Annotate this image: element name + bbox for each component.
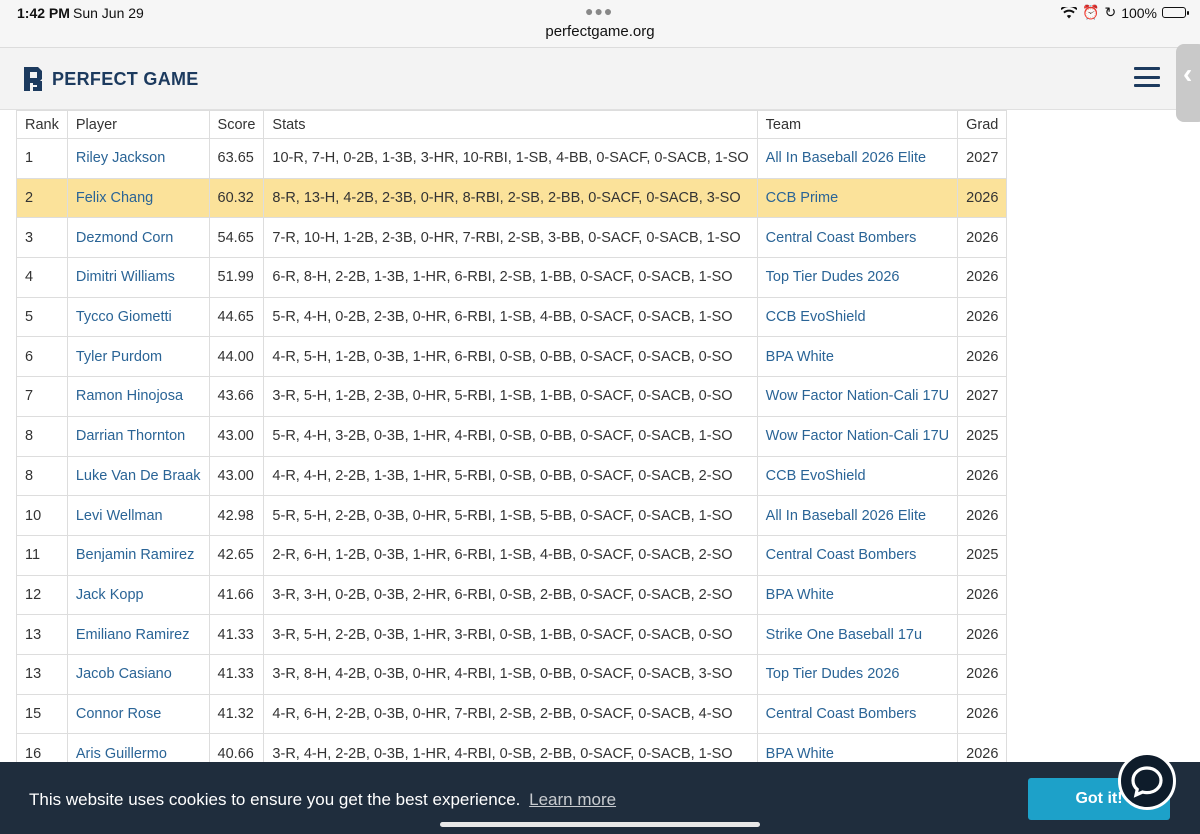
- player-link[interactable]: Jack Kopp: [67, 575, 209, 615]
- cell-rank: 13: [17, 615, 68, 655]
- cell-rank: 13: [17, 654, 68, 694]
- cell-rank: 1: [17, 139, 68, 179]
- team-link[interactable]: Wow Factor Nation-Cali 17U: [757, 377, 957, 417]
- player-link[interactable]: Connor Rose: [67, 694, 209, 734]
- cell-grad: 2026: [958, 496, 1007, 536]
- team-link[interactable]: BPA White: [757, 734, 957, 774]
- col-header-grad: Grad: [958, 111, 1007, 139]
- status-indicators: [1061, 4, 1186, 21]
- cell-grad: 2027: [958, 139, 1007, 179]
- cell-grad: 2026: [958, 456, 1007, 496]
- cell-stats: 10-R, 7-H, 0-2B, 1-3B, 3-HR, 10-RBI, 1-SB, 4-BB, 0-SACF, 0-SACB, 1-SO: [264, 139, 757, 179]
- team-link[interactable]: Central Coast Bombers: [757, 535, 957, 575]
- cell-score: 44.00: [209, 337, 264, 377]
- table-row: [17, 258, 1007, 298]
- leaderboard-table: [16, 110, 1007, 774]
- cell-stats: 3-R, 8-H, 4-2B, 0-3B, 0-HR, 4-RBI, 1-SB, 0-BB, 0-SACF, 0-SACB, 3-SO: [264, 654, 757, 694]
- cell-rank: 4: [17, 258, 68, 298]
- team-link[interactable]: All In Baseball 2026 Elite: [757, 496, 957, 536]
- col-header-score: Score: [209, 111, 264, 139]
- alarm-icon: ⏰: [1082, 4, 1100, 20]
- cell-stats: 5-R, 4-H, 3-2B, 0-3B, 1-HR, 4-RBI, 0-SB, 0-BB, 0-SACF, 0-SACB, 1-SO: [264, 416, 757, 456]
- perfect-game-logo[interactable]: [22, 65, 199, 93]
- player-link[interactable]: Ramon Hinojosa: [67, 377, 209, 417]
- cell-rank: 8: [17, 456, 68, 496]
- cell-grad: 2026: [958, 258, 1007, 298]
- cell-score: 41.66: [209, 575, 264, 615]
- player-link[interactable]: Benjamin Ramirez: [67, 535, 209, 575]
- team-link[interactable]: Wow Factor Nation-Cali 17U: [757, 416, 957, 456]
- cell-grad: 2026: [958, 615, 1007, 655]
- battery-percent: 100%: [1121, 4, 1157, 21]
- cell-stats: 7-R, 10-H, 1-2B, 2-3B, 0-HR, 7-RBI, 2-SB, 3-BB, 0-SACF, 0-SACB, 1-SO: [264, 218, 757, 258]
- cell-stats: 8-R, 13-H, 4-2B, 2-3B, 0-HR, 8-RBI, 2-SB, 2-BB, 0-SACF, 0-SACB, 3-SO: [264, 178, 757, 218]
- team-link[interactable]: Central Coast Bombers: [757, 694, 957, 734]
- cell-rank: 15: [17, 694, 68, 734]
- status-time: 1:42 PM: [17, 5, 70, 21]
- cell-grad: 2026: [958, 178, 1007, 218]
- table-row: [17, 377, 1007, 417]
- cell-rank: 12: [17, 575, 68, 615]
- cell-rank: 6: [17, 337, 68, 377]
- team-link[interactable]: Strike One Baseball 17u: [757, 615, 957, 655]
- col-header-player: Player: [67, 111, 209, 139]
- player-link[interactable]: Felix Chang: [67, 178, 209, 218]
- cell-rank: 11: [17, 535, 68, 575]
- player-link[interactable]: Dimitri Williams: [67, 258, 209, 298]
- cell-score: 42.65: [209, 535, 264, 575]
- chat-bubble-button[interactable]: [1118, 752, 1176, 810]
- player-link[interactable]: Luke Van De Braak: [67, 456, 209, 496]
- table-row: [17, 654, 1007, 694]
- cell-grad: 2025: [958, 535, 1007, 575]
- pg-logo-icon: [22, 65, 44, 93]
- player-link[interactable]: Jacob Casiano: [67, 654, 209, 694]
- team-link[interactable]: All In Baseball 2026 Elite: [757, 139, 957, 179]
- address-bar-url[interactable]: perfectgame.org: [545, 23, 655, 40]
- cell-stats: 5-R, 5-H, 2-2B, 0-3B, 0-HR, 5-RBI, 1-SB, 5-BB, 0-SACF, 0-SACB, 1-SO: [264, 496, 757, 536]
- cell-score: 54.65: [209, 218, 264, 258]
- cell-grad: 2026: [958, 297, 1007, 337]
- cookie-message: [29, 790, 616, 810]
- leaderboard-table-wrapper: [16, 110, 1001, 774]
- table-header-row: [17, 111, 1007, 139]
- cell-score: 41.33: [209, 654, 264, 694]
- cell-grad: 2026: [958, 575, 1007, 615]
- status-date: Sun Jun 29: [73, 5, 144, 21]
- cell-stats: 4-R, 4-H, 2-2B, 1-3B, 1-HR, 5-RBI, 0-SB, 0-BB, 0-SACF, 0-SACB, 2-SO: [264, 456, 757, 496]
- cell-stats: 6-R, 8-H, 2-2B, 1-3B, 1-HR, 6-RBI, 2-SB, 1-BB, 0-SACF, 0-SACB, 1-SO: [264, 258, 757, 298]
- cell-grad: 2026: [958, 654, 1007, 694]
- cell-score: 41.32: [209, 694, 264, 734]
- learn-more-link[interactable]: Learn more: [529, 790, 617, 809]
- side-drawer-handle[interactable]: [1176, 44, 1200, 122]
- cell-stats: 4-R, 6-H, 2-2B, 0-3B, 0-HR, 7-RBI, 2-SB, 2-BB, 0-SACF, 0-SACB, 4-SO: [264, 694, 757, 734]
- player-link[interactable]: Dezmond Corn: [67, 218, 209, 258]
- table-row: [17, 178, 1007, 218]
- team-link[interactable]: Top Tier Dudes 2026: [757, 654, 957, 694]
- cell-stats: 4-R, 5-H, 1-2B, 0-3B, 1-HR, 6-RBI, 0-SB, 0-BB, 0-SACF, 0-SACB, 0-SO: [264, 337, 757, 377]
- player-link[interactable]: Levi Wellman: [67, 496, 209, 536]
- cell-rank: 8: [17, 416, 68, 456]
- cookie-text: This website uses cookies to ensure you get the best experience.: [29, 790, 521, 809]
- cell-grad: 2025: [958, 416, 1007, 456]
- cell-stats: 3-R, 5-H, 2-2B, 0-3B, 1-HR, 3-RBI, 0-SB, 1-BB, 0-SACF, 0-SACB, 0-SO: [264, 615, 757, 655]
- cell-grad: 2026: [958, 734, 1007, 774]
- cell-grad: 2026: [958, 218, 1007, 258]
- chevron-left-icon: ‹: [1183, 58, 1193, 89]
- menu-hamburger-icon[interactable]: [1134, 67, 1160, 87]
- table-row: [17, 496, 1007, 536]
- cell-rank: 7: [17, 377, 68, 417]
- player-link[interactable]: Aris Guillermo: [67, 734, 209, 774]
- cell-score: 43.66: [209, 377, 264, 417]
- chat-icon: [1121, 755, 1173, 807]
- cell-score: 60.32: [209, 178, 264, 218]
- got-it-button[interactable]: Got it!: [1028, 778, 1170, 820]
- cell-score: 41.33: [209, 615, 264, 655]
- cell-score: 43.00: [209, 416, 264, 456]
- cell-stats: 3-R, 5-H, 1-2B, 2-3B, 0-HR, 5-RBI, 1-SB, 1-BB, 0-SACF, 0-SACB, 0-SO: [264, 377, 757, 417]
- cell-score: 43.00: [209, 456, 264, 496]
- table-row: [17, 297, 1007, 337]
- cell-rank: 3: [17, 218, 68, 258]
- player-link[interactable]: Riley Jackson: [67, 139, 209, 179]
- cell-rank: 16: [17, 734, 68, 774]
- table-row: [17, 456, 1007, 496]
- col-header-team: Team: [757, 111, 957, 139]
- cell-grad: 2027: [958, 377, 1007, 417]
- table-row: [17, 337, 1007, 377]
- team-link[interactable]: CCB EvoShield: [757, 297, 957, 337]
- table-row: [17, 615, 1007, 655]
- site-header: [0, 48, 1200, 110]
- player-link[interactable]: Emiliano Ramirez: [67, 615, 209, 655]
- cell-stats: 5-R, 4-H, 0-2B, 2-3B, 0-HR, 6-RBI, 1-SB, 4-BB, 0-SACF, 0-SACB, 1-SO: [264, 297, 757, 337]
- table-row: [17, 139, 1007, 179]
- team-link[interactable]: CCB EvoShield: [757, 456, 957, 496]
- cell-score: 40.66: [209, 734, 264, 774]
- cell-score: 42.98: [209, 496, 264, 536]
- table-row: [17, 694, 1007, 734]
- cell-grad: 2026: [958, 337, 1007, 377]
- table-row: [17, 535, 1007, 575]
- player-link[interactable]: Tycco Giometti: [67, 297, 209, 337]
- col-header-stats: Stats: [264, 111, 757, 139]
- cell-score: 44.65: [209, 297, 264, 337]
- col-header-rank: Rank: [17, 111, 68, 139]
- team-link[interactable]: Top Tier Dudes 2026: [757, 258, 957, 298]
- table-body: [17, 139, 1007, 774]
- cell-score: 51.99: [209, 258, 264, 298]
- more-dots-icon[interactable]: ●●●: [585, 3, 614, 19]
- logo-text: PERFECT GAME: [52, 68, 199, 89]
- cell-score: 63.65: [209, 139, 264, 179]
- player-link[interactable]: Tyler Purdom: [67, 337, 209, 377]
- table-row: [17, 575, 1007, 615]
- table-row: [17, 218, 1007, 258]
- cell-grad: 2026: [958, 694, 1007, 734]
- cell-rank: 2: [17, 178, 68, 218]
- wifi-icon: [1061, 7, 1077, 19]
- team-link[interactable]: CCB Prime: [757, 178, 957, 218]
- home-indicator[interactable]: [440, 822, 760, 827]
- cell-rank: 10: [17, 496, 68, 536]
- team-link[interactable]: BPA White: [757, 337, 957, 377]
- cell-stats: 3-R, 4-H, 2-2B, 0-3B, 1-HR, 4-RBI, 0-SB, 2-BB, 0-SACF, 0-SACB, 1-SO: [264, 734, 757, 774]
- cell-stats: 2-R, 6-H, 1-2B, 0-3B, 1-HR, 6-RBI, 1-SB, 4-BB, 0-SACF, 0-SACB, 2-SO: [264, 535, 757, 575]
- cell-rank: 5: [17, 297, 68, 337]
- battery-icon: [1162, 7, 1186, 18]
- table-row: [17, 416, 1007, 456]
- team-link[interactable]: Central Coast Bombers: [757, 218, 957, 258]
- rotation-lock-icon: ↻: [1104, 4, 1117, 20]
- team-link[interactable]: BPA White: [757, 575, 957, 615]
- cell-stats: 3-R, 3-H, 0-2B, 0-3B, 2-HR, 6-RBI, 0-SB, 2-BB, 0-SACF, 0-SACB, 2-SO: [264, 575, 757, 615]
- ios-status-bar: [0, 0, 1200, 48]
- player-link[interactable]: Darrian Thornton: [67, 416, 209, 456]
